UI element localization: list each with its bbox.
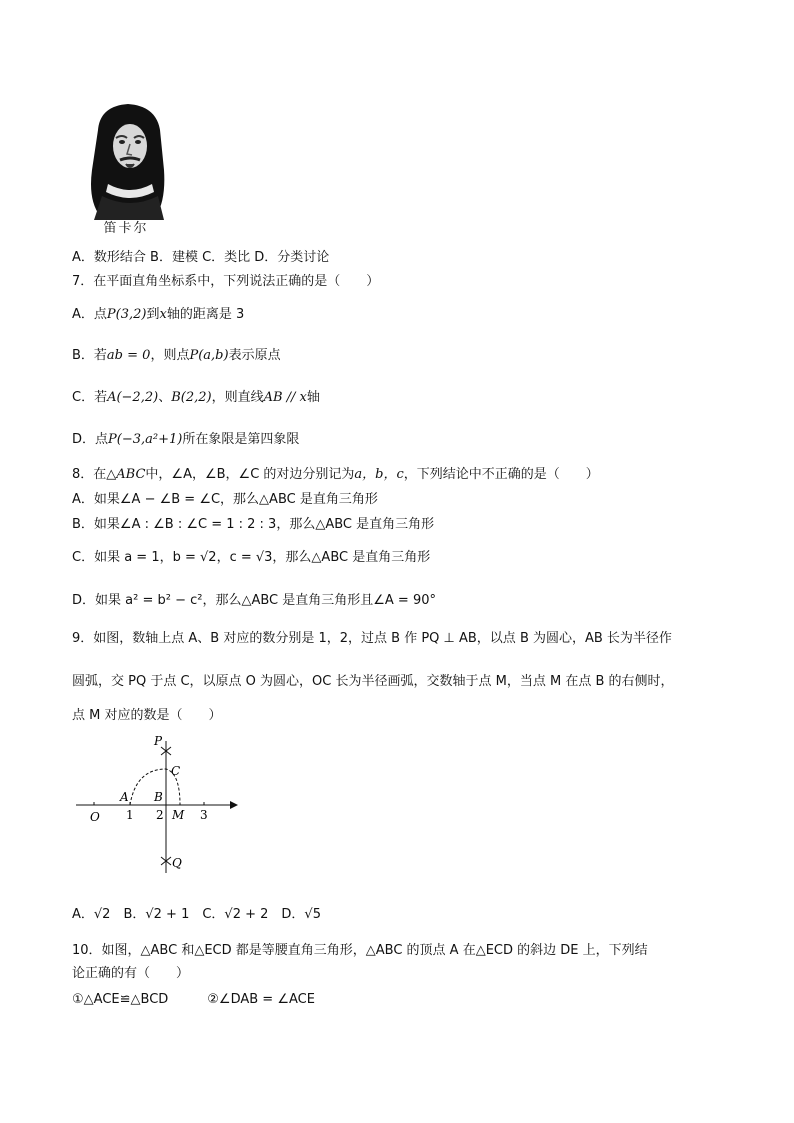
q7-option-a: A．点P(3,2)到x轴的距离是 3 bbox=[72, 307, 245, 322]
q10-statements: ①△ACE≌△BCD ②∠DAB = ∠ACE bbox=[72, 992, 315, 1007]
q8-stem: 8．在△ABC中，∠A，∠B，∠C 的对边分别记为a，b，c，下列结论中不正确的是（ ） bbox=[72, 467, 599, 482]
q8-option-a: A．如果∠A − ∠B = ∠C，那么△ABC 是直角三角形 bbox=[72, 492, 378, 507]
label-q: Q bbox=[172, 856, 182, 870]
q9-stem-line1: 9．如图，数轴上点 A、B 对应的数分别是 1，2，过点 B 作 PQ ⊥ AB，以点 B 为圆心，AB 长为半径作 bbox=[72, 631, 672, 646]
q6-options: A．数形结合 B．建模 C．类比 D．分类讨论 bbox=[72, 250, 330, 265]
q7-stem: 7．在平面直角坐标系中，下列说法正确的是（ ） bbox=[72, 274, 380, 289]
label-c: C bbox=[171, 764, 181, 778]
q9-stem-line2: 圆弧，交 PQ 于点 C，以原点 O 为圆心，OC 长为半径画弧，交数轴于点 M，当点 M 在点 B 的右侧时， bbox=[72, 674, 674, 689]
q10-stem-line2: 论正确的有（ ） bbox=[72, 966, 190, 981]
label-o: O bbox=[90, 810, 100, 824]
tick-label-1: 1 bbox=[126, 808, 134, 822]
q7-option-d: D．点P(−3,a²+1)所在象限是第四象限 bbox=[72, 432, 300, 447]
tick-label-3: 3 bbox=[200, 808, 208, 822]
q9-stem-line3: 点 M 对应的数是（ ） bbox=[72, 708, 222, 723]
number-line-figure bbox=[70, 735, 245, 880]
q7-option-b: B．若ab = 0，则点P(a,b)表示原点 bbox=[72, 348, 281, 363]
portrait-caption: 笛卡尔 bbox=[103, 221, 149, 236]
tick-label-2: 2 bbox=[156, 808, 164, 822]
q8-option-c: C．如果 a = 1，b = √2，c = √3，那么△ABC 是直角三角形 bbox=[72, 550, 431, 565]
label-m: M bbox=[172, 808, 185, 822]
label-p: P bbox=[154, 735, 163, 748]
axis-arrow bbox=[230, 801, 238, 809]
q8-option-d: D．如果 a² = b² − c²，那么△ABC 是直角三角形且∠A = 90° bbox=[72, 593, 436, 608]
q9-options: A．√2 B．√2 + 1 C．√2 + 2 D．√5 bbox=[72, 907, 321, 922]
q8-option-b: B．如果∠A : ∠B : ∠C = 1 : 2 : 3，那么△ABC 是直角三角形 bbox=[72, 517, 435, 532]
q7-option-c: C．若A(−2,2)、B(2,2)，则直线AB // x轴 bbox=[72, 390, 320, 405]
label-b: B bbox=[154, 790, 163, 804]
label-a: A bbox=[120, 790, 129, 804]
q10-stem-line1: 10．如图，△ABC 和△ECD 都是等腰直角三角形，△ABC 的顶点 A 在△ECD 的斜边 DE 上，下列结 bbox=[72, 943, 648, 958]
